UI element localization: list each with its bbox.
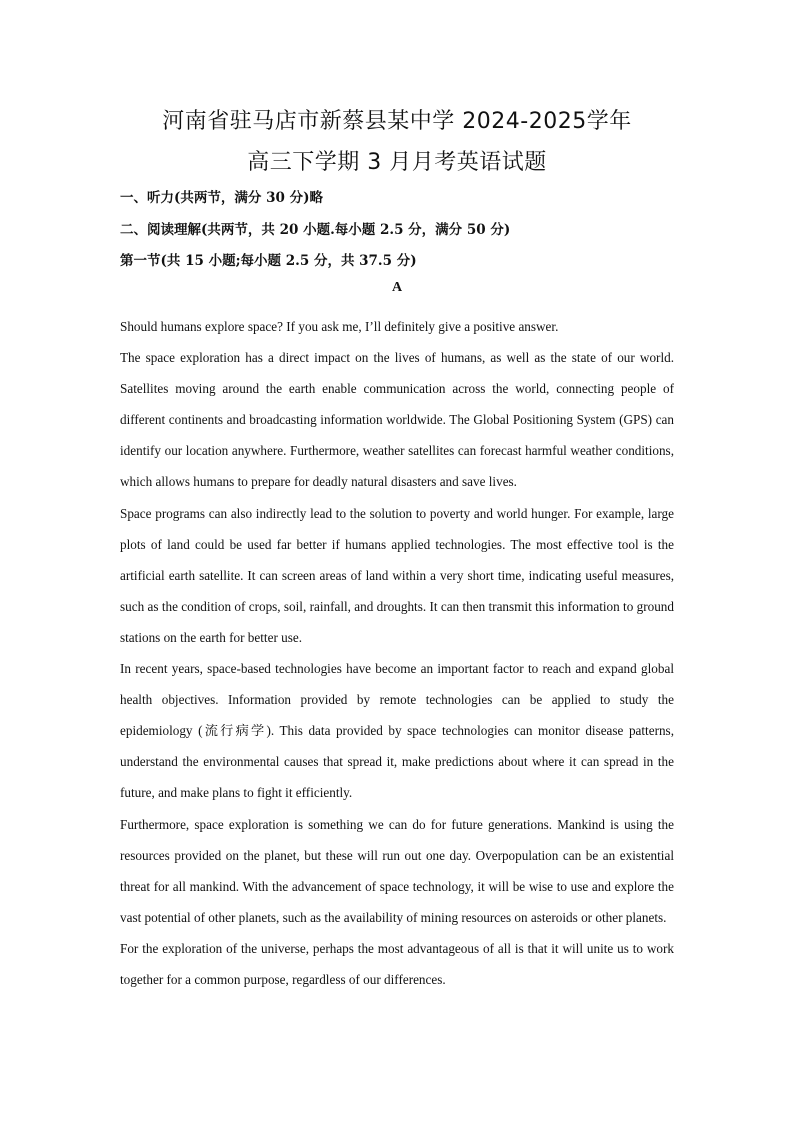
section-part1: 第一节(共 15 小题;每小题 2.5 分，共 37.5 分) xyxy=(120,253,417,269)
paragraph-1: Should humans explore space? If you ask me, I’ll definitely give a positive answer. xyxy=(120,319,559,334)
passage-label: A xyxy=(391,280,403,295)
paragraph-3: Space programs can also indirectly lead to the solution to poverty and world hunger. For example, large plots of land could be used far better if humans applied technologies. The most effective tool is the artificial earth satellite. It can screen areas of land within a very short time, indicating useful measures, such as the condition of crops, soil, rainfall, and droughts. It can then transmit this information to ground stations on the earth for better use. xyxy=(120,505,674,645)
section-listening: 一、听力(共两节，满分 30 分)略 xyxy=(120,190,323,206)
paragraph-4: In recent years, space-based technologies have become an important factor to reach and expand global health objectives. Information provided by remote technologies can be applied to study the epidemiology (流行病学). This data provided by space technologies can monitor disease patterns, understand the environmental causes that spread it, make predictions about where it can spread in the future, and make plans to fight it efficiently. xyxy=(120,661,674,801)
paragraph-2: The space exploration has a direct impact on the lives of humans, as well as the state of our world. Satellites moving around the earth enable communication across the world, connecting people of different continents and broadcasting information worldwide. The Global Positioning System (GPS) can identify our location anywhere. Furthermore, weather satellites can forecast harmful weather conditions, which allows humans to prepare for deadly natural disasters and save lives. xyxy=(120,350,674,490)
exam-title-line2: 高三下学期 3 月月考英语试题 xyxy=(247,150,547,175)
exam-title-line1: 河南省驻马店市新蔡县某中学 2024-2025学年 xyxy=(162,109,632,134)
paragraph-6: For the exploration of the universe, perhaps the most advantageous of all is that it will unite us to work together for a common purpose, regardless of our differences. xyxy=(120,940,674,987)
passage-body xyxy=(120,311,674,995)
paragraph-5: Furthermore, space exploration is something we can do for future generations. Mankind is using the resources provided on the planet, but these will run out one day. Overpopulation can be an existential threat for all mankind. With the advancement of space technology, it will be wise to use and explore the vast potential of other planets, such as the availability of mining resources on asteroids or other planets. xyxy=(120,816,674,925)
section-reading: 二、阅读理解(共两节，共 20 小题.每小题 2.5 分，满分 50 分) xyxy=(120,222,511,238)
